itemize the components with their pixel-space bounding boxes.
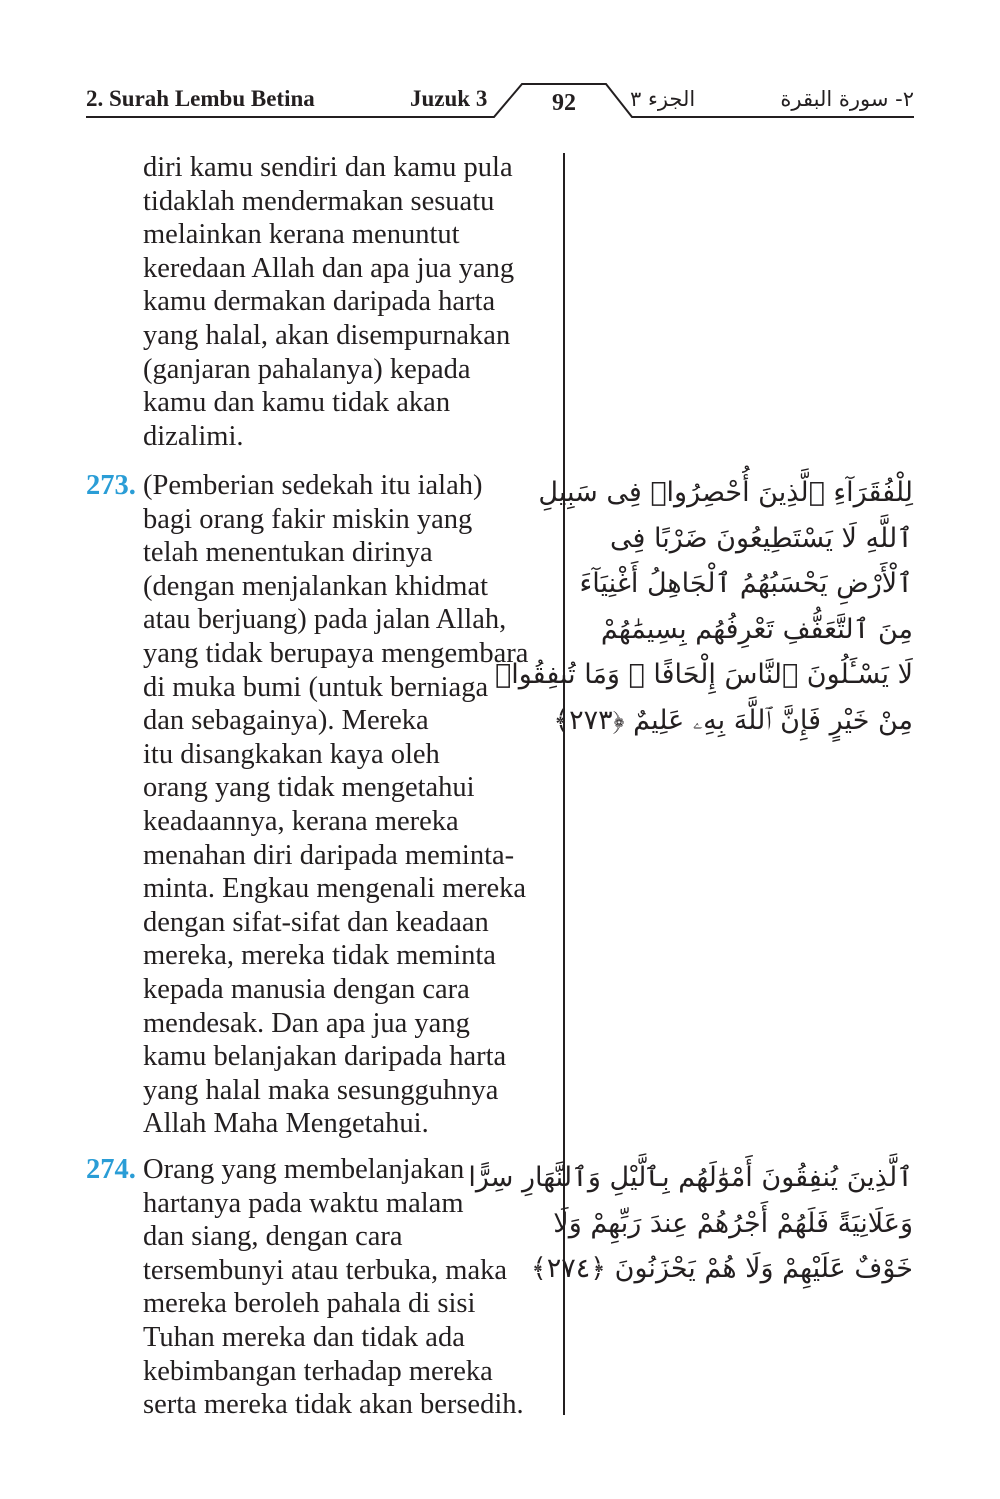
translation-line: serta mereka tidak akan bersedih.	[143, 1389, 524, 1421]
header-rule	[0, 0, 1000, 130]
translation-line: dengan sifat-sifat dan keadaan	[143, 906, 489, 938]
arabic-line: لَا يَسْـَٔلُونَ ٱلنَّاسَ إِلْحَافًا ۗ وَمَا تُنفِقُوا۟	[495, 659, 913, 690]
continuation-translation	[143, 151, 563, 453]
translation-line: dan sebagainya). Mereka	[143, 705, 429, 737]
page-header	[0, 0, 1000, 130]
translation-line: dan siang, dengan cara	[143, 1221, 403, 1253]
arabic-line: مِنْ خَيْرٍ فَإِنَّ ٱللَّهَ بِهِۦ عَلِيمٌ ﴿٢٧٣﴾	[553, 704, 913, 736]
translation-line: keredaan Allah dan apa jua yang	[143, 252, 515, 284]
verse-274-arabic	[468, 1155, 913, 1292]
translation-line: kepada manusia dengan cara	[143, 973, 470, 1005]
translation-line: (ganjaran pahalanya) kepada	[143, 353, 471, 385]
translation-line: melainkan kerana menuntut	[143, 219, 460, 251]
translation-line: Tuhan mereka dan tidak ada	[143, 1321, 465, 1353]
translation-line: mendesak. Dan apa jua yang	[143, 1007, 470, 1039]
translation-line: kamu dan kamu tidak akan	[143, 387, 451, 419]
surah-title-arabic: ٢- سورة البقرة	[780, 87, 914, 111]
translation-line: yang halal maka sesungguhnya	[143, 1074, 499, 1106]
translation-line: orang yang tidak mengetahui	[143, 772, 475, 804]
juzuk-label-latin: Juzuk 3	[410, 86, 488, 111]
translation-line: yang tidak berupaya mengembara	[143, 637, 529, 669]
arabic-line: ٱللَّهِ لَا يَسْتَطِيعُونَ ضَرْبًا فِى	[609, 522, 913, 554]
arabic-line: ٱلْأَرْضِ يَحْسَبُهُمُ ٱلْجَاهِلُ أَغْنِيَآءَ	[579, 568, 913, 599]
verse-number-274: 274.	[86, 1154, 136, 1185]
arabic-line: ٱلَّذِينَ يُنفِقُونَ أَمْوَٰلَهُم بِٱلَّيْلِ وَٱلنَّهَارِ سِرًّا	[468, 1162, 913, 1193]
arabic-line: لِلْفُقَرَآءِ ٱلَّذِينَ أُحْصِرُوا۟ فِى سَبِيلِ	[538, 477, 913, 508]
translation-line: kamu belanjakan daripada harta	[143, 1041, 507, 1073]
translation-line: mereka, mereka tidak meminta	[143, 940, 496, 972]
translation-line: minta. Engkau mengenali mereka	[143, 873, 527, 905]
translation-line: dizalimi.	[143, 420, 244, 452]
juzuk-label-arabic: الجزء ٣	[630, 87, 696, 111]
translation-line: menahan diri daripada meminta-	[143, 839, 515, 871]
translation-line: kamu dermakan daripada harta	[143, 286, 496, 318]
translation-line: diri kamu sendiri dan kamu pula	[143, 152, 513, 183]
translation-line: keadaannya, kerana mereka	[143, 805, 459, 837]
translation-line: telah menentukan dirinya	[143, 537, 433, 569]
translation-line: itu disangkakan kaya oleh	[143, 738, 440, 770]
translation-line: yang halal, akan disempurnakan	[143, 319, 511, 351]
translation-line: (Pemberian sedekah itu ialah)	[143, 470, 483, 501]
translation-line: (dengan menjalankan khidmat	[143, 570, 489, 602]
verse-number-273: 273.	[86, 470, 136, 501]
translation-line: kebimbangan terhadap mereka	[143, 1355, 493, 1387]
arabic-line: مِنَ ٱلتَّعَفُّفِ تَعْرِفُهُم بِسِيمَٰهُمْ	[600, 613, 913, 645]
translation-line: tersembunyi atau terbuka, maka	[143, 1254, 508, 1286]
arabic-line: خَوْفٌ عَلَيْهِمْ وَلَا هُمْ يَحْزَنُونَ ﴿٢٧٤﴾	[530, 1253, 913, 1284]
translation-line: hartanya pada waktu malam	[143, 1187, 464, 1219]
verse-273-translation	[143, 469, 563, 1141]
translation-line: bagi orang fakir miskin yang	[143, 503, 473, 535]
translation-line: di muka bumi (untuk berniaga	[143, 671, 489, 703]
surah-title-latin: 2. Surah Lembu Betina	[86, 86, 315, 111]
translation-line: Orang yang membelanjakan	[143, 1154, 465, 1185]
page-number: 92	[552, 90, 576, 116]
translation-line: atau berjuang) pada jalan Allah,	[143, 604, 507, 636]
translation-line: Allah Maha Mengetahui.	[143, 1108, 429, 1140]
translation-line: tidaklah mendermakan sesuatu	[143, 185, 495, 217]
translation-line: mereka beroleh pahala di sisi	[143, 1288, 476, 1320]
arabic-line: وَعَلَانِيَةً فَلَهُمْ أَجْرُهُمْ عِندَ رَبِّهِمْ وَلَا	[553, 1207, 913, 1239]
verse-273-arabic	[495, 470, 913, 743]
